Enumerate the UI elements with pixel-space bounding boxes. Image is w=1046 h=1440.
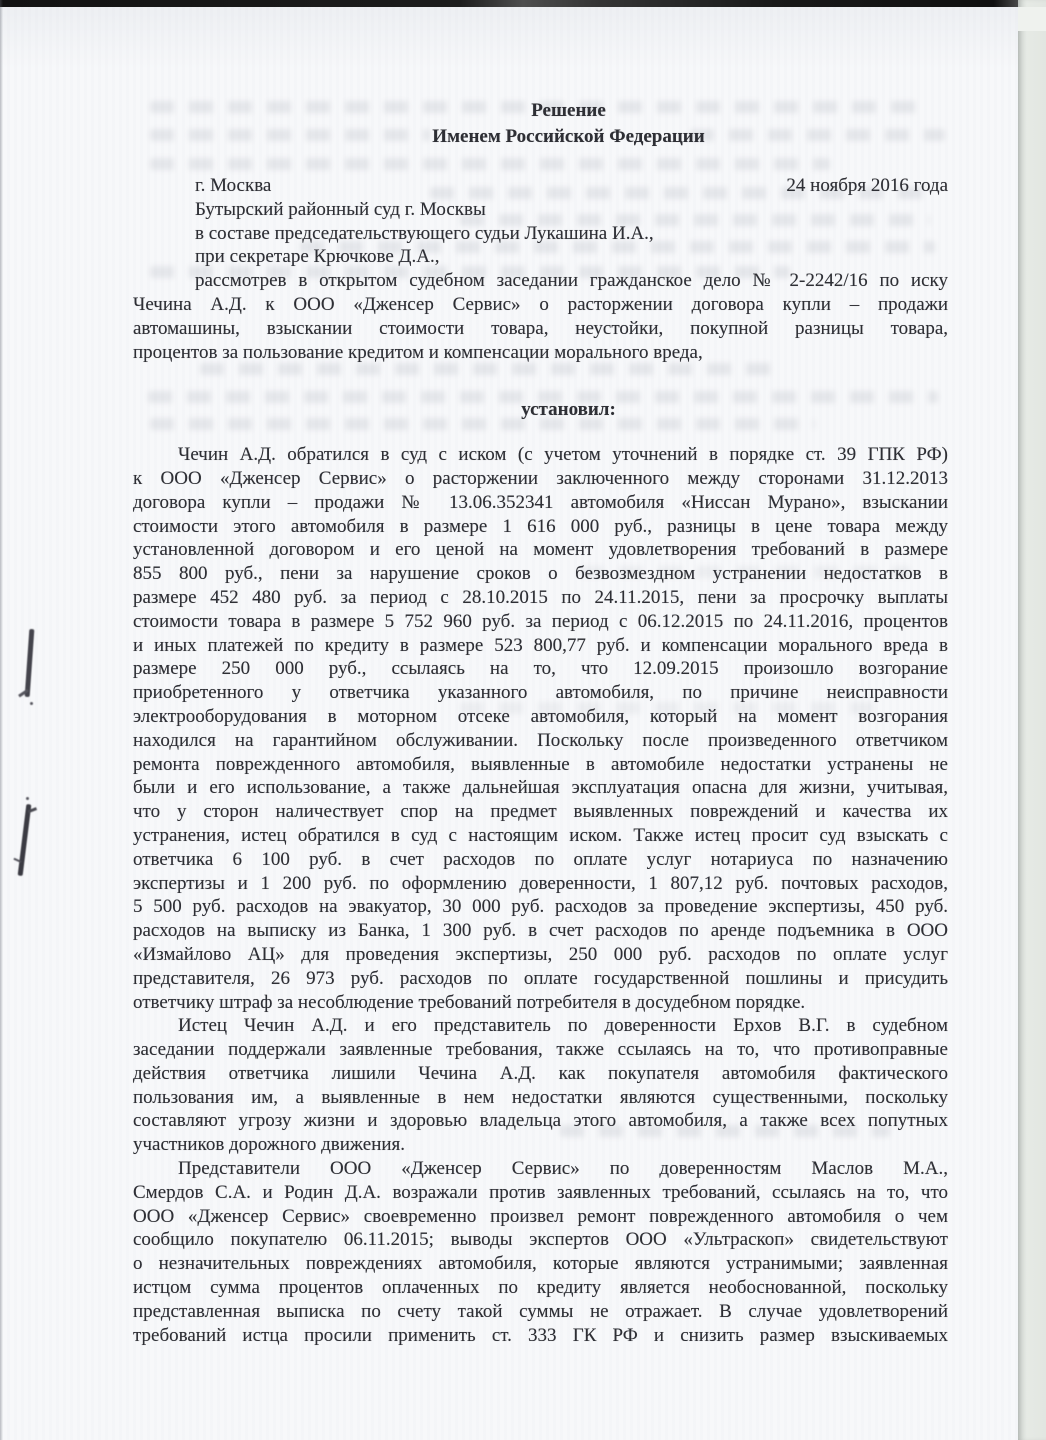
text-line: требований истца просили применить ст. 333 ГК РФ и снизить размер взыскиваемых [133, 1324, 948, 1346]
page-corner-highlight [1018, 7, 1046, 31]
text-line: договора купли – продажи № 13.06.352341 автомобиля «Ниссан Мурано», взыскании [133, 491, 948, 513]
text-line: стоимости этого автомобиля в размере 1 616 000 руб., разницы в цене товара между [133, 515, 948, 537]
text-line: действия ответчика лишили Чечина А.Д. как покупателя автомобиля фактического [133, 1062, 948, 1084]
intro-paragraph [133, 269, 948, 364]
text-line: Чечина А.Д. к ООО «Дженсер Сервис» о расторжении договора купли – продажи [133, 293, 948, 315]
text-line: составляют угрозу жизни и здоровью владельца этого автомобиля, а также всех попутных [133, 1110, 948, 1132]
text-line: заседании поддержали заявленные требования, также ссылаясь на то, что противоправные [133, 1039, 948, 1061]
decision-date: 24 ноября 2016 года [786, 175, 948, 196]
text-line: и иных платежей по кредиту в размере 523 800,77 руб. и компенсации морального вреда в [133, 634, 948, 656]
text-line: что у сторон наличествует спор на предмет выявленных повреждений и качества их [133, 801, 948, 823]
text-line: при секретаре Крючкове Д.А., [195, 246, 440, 268]
scan-edge-left [0, 0, 3, 1440]
text-line: «Измайлово АЦ» для проведения экспертизы, 250 000 руб. расходов по оплате услуг [133, 943, 948, 965]
city-label: г. Москва [195, 175, 272, 196]
text-line: ответчика 6 100 руб. в счет расходов по оплате услуг нотариуса по назначению [133, 848, 948, 870]
text-line: Представители ООО «Дженсер Сервис» по доверенностям Маслов М.А., [178, 1158, 948, 1180]
text-line: экспертизы и 1 200 руб. по оформлению доверенности, 1 807,12 руб. почтовых расходов, [133, 872, 948, 894]
staple-mark [25, 629, 35, 697]
text-line: размере 250 000 руб., ссылаясь на то, что 12.09.2015 произошло возгорание [133, 658, 948, 680]
staple-mark [18, 804, 32, 876]
text-line: 5 500 руб. расходов на эвакуатор, 30 000 руб. расходов за проведение экспертизы, 450 руб. [133, 896, 948, 918]
text-line: электрооборудования в моторном отсеке автомобиля, который на момент возгорания [133, 705, 948, 727]
text-line: к ООО «Дженсер Сервис» о расторжении заключенного между сторонами 31.12.2013 [133, 467, 948, 489]
text-line: размере 452 480 руб. за период с 28.10.2015 по 24.11.2015, пени за просрочку выплаты [133, 586, 948, 608]
title-line-decision: Решение [531, 100, 606, 121]
text-line: ответчику штраф за несоблюдение требований потребителя в досудебном порядке. [133, 991, 806, 1013]
document-title [133, 98, 948, 150]
text-line: сообщило покупателю 06.11.2015; выводы экспертов ООО «Ультраскоп» свидетельствуют [133, 1229, 948, 1251]
text-line: Бутырский районный суд г. Москвы [195, 198, 486, 220]
city-date-row [133, 174, 948, 198]
text-line: о незначительных повреждениях автомобиля, которые являются устранимыми; заявленная [133, 1253, 948, 1275]
text-line: Чечин А.Д. обратился в суд с иском (с учетом уточнений в порядке ст. 39 ГПК РФ) [178, 444, 948, 466]
text-line: Истец Чечин А.Д. и его представитель по доверенности Ерхов В.Г. в судебном [178, 1015, 948, 1037]
text-line: ООО «Дженсер Сервис» своевременно произвел ремонт поврежденного автомобиля о чем [133, 1205, 948, 1227]
text-line: 855 800 руб., пени за нарушение сроков о безвозмездном устранении недостатков в [133, 563, 948, 585]
ink-speck [26, 797, 29, 800]
text-line: рассмотрев в открытом судебном заседании гражданское дело № 2-2242/16 по иску [195, 270, 948, 292]
text-line: автомашины, взыскании стоимости товара, неустойки, покупной разницы товара, [133, 317, 948, 339]
text-line: установленной договором и его ценой на момент удовлетворения требований в размере [133, 539, 948, 561]
text-line: истцом сумма процентов оплаченных по кредиту является необоснованной, поскольку [133, 1277, 948, 1299]
document-content [133, 0, 948, 1347]
text-line: представленная выписка по счету такой суммы не отражает. В случае удовлетворений [133, 1300, 948, 1322]
paragraph-claim [133, 443, 948, 1014]
text-line: пользования им, а выявленные в нем недостатки являются существенными, поскольку [133, 1086, 948, 1108]
text-line: в составе председательствующего судьи Лукашина И.А., [195, 222, 654, 244]
text-line: стоимости товара в размере 5 752 960 руб. за период с 06.12.2015 по 24.11.2016, процентов [133, 610, 948, 632]
scanner-background-strip [1018, 0, 1046, 1440]
text-line: ремонта поврежденного автомобиля, выявленные в автомобиле недостатки устранены не [133, 753, 948, 775]
ruling-heading: установил: [521, 399, 616, 421]
text-line: устранения, истец обратился в суд с настоящим иском. Также истец просит суд взыскать с [133, 824, 948, 846]
text-line: представителя, 26 973 руб. расходов по оплате государственной пошлины и присудить [133, 967, 948, 989]
paragraph-defendant-position [133, 1157, 948, 1347]
text-line: Смердов С.А. и Родин Д.А. возражали против заявленных требований, ссылаясь на то, что [133, 1181, 948, 1203]
ink-speck [30, 702, 33, 705]
text-line: расходов на выписку из Банка, 1 300 руб. в счет расходов по аренде подъемника в ООО [133, 920, 948, 942]
text-line: приобретенного у ответчика указанного автомобиля, по причине неисправности [133, 682, 948, 704]
title-line-in-the-name: Именем Российской Федерации [432, 126, 705, 147]
text-line: участников дорожного движения. [133, 1134, 406, 1156]
text-line: процентов за пользование кредитом и компенсации морального вреда, [133, 341, 703, 363]
court-composition [133, 198, 948, 269]
text-line: находился на гарантийном обслуживании. Поскольку после произведенного ответчиком [133, 729, 948, 751]
text-line: были и его использование, а также дальнейшая эксплуатация опасна для жизни, учитывая, [133, 777, 948, 799]
paragraph-plaintiff-position [133, 1014, 948, 1157]
